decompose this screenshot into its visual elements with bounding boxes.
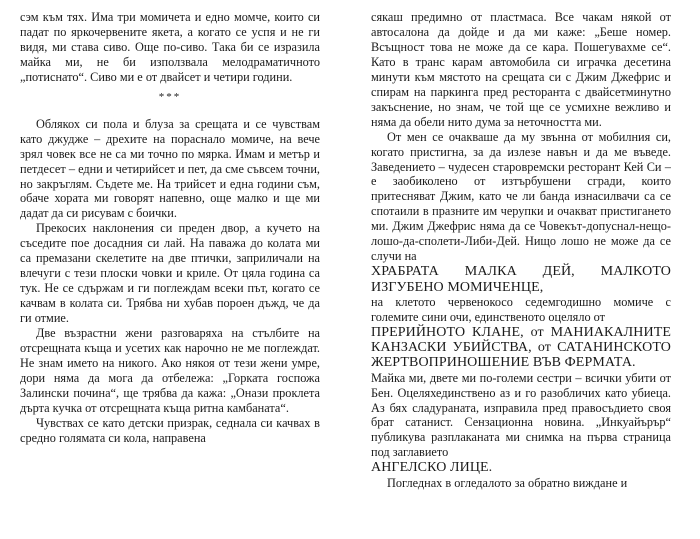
paragraph: Две възрастни жени разговаряха на стълбите на отсрещната къща и усетих как нарочно не ме поглеждат. Не знам името на никого. Ако някоя от тези жени умре, дори няма да мога да отбележа: „Горката госпожа Залински почина“, ще трябва да кажа: „Онази проклета дърта кучка от отсрещната къща ритна камбаната“. [20, 326, 320, 415]
section-separator: *** [158, 90, 182, 103]
paragraph: От мен се очакваше да му звънна от мобилния си, когато пристигна, за да излезе навън и да ме въведе. Заведението – чудесен старовремски ресторант Кей Си – е заобиколено от изтърбушени сгради, които притесняват Джим, като че ли банда изнасилвачи са се спотаили в празните им черупки и очакват пристигането ми. Джим Джефрис няма да се Човекът-допуснал-нещо-лошо-да-сполети-Либи-Дей. Нищо лошо не може да се случи на [371, 129, 671, 264]
paragraph: Чувствах се като детски призрак, седнала си качвах в средно голямата си кола, направена [20, 415, 320, 445]
paragraph: сякаш предимно от пластмаса. Все чакам някой от автосалона да дойде и да ми каже: „Беше номер. Всъщност това не може да се кара. Пошегувахме се“. Като в транс карам автомобила си играчка десетина минути към мястото на срещата си с Джим Джефрис и спирам на паркинга пред ресторанта с двайсетминутно закъснение, но знам, че той ще се усмихне вежливо и няма да обели нито дума за неточността ми. [371, 10, 671, 129]
paragraph: Майка ми, двете ми по-големи сестри – всички убити от Бен. Оцеляхединствено аз и го разобличих като убиеца. Аз бях сладураната, изправила пред правосъдието своя брат сатанист. Сензационна новина. „Инкуайърър“ публикува разплаканата ми снимка на първа страница под заглавието [371, 370, 671, 460]
paragraph: сэм към тях. Има три момичета и едно момче, които си падат по яркочервените якета, а когато се успя и не ги видя, ми става сиво. Още по-сиво. Така би се изразила майка ми, не би използвала мелодраматичното „потиснато“. Сиво ми е от двайсет и четири години. [20, 10, 320, 84]
headline-caps: АНГЕЛСКО ЛИЦЕ. [371, 460, 493, 476]
paragraph: Погледнах в огледалото за обратно виждане и [387, 475, 628, 490]
paragraph: на клетото червенокосо седемгодишно момиче с големите сини очи, единственото оцеляло от [371, 294, 671, 324]
paragraph: Прекосих наклонения си преден двор, а кучето на съседите пое досадния си лай. На паважа до колата ми са премазани скелетите на две птички, заприличали на влечуги с тези плоски човки и криле. От цяла година са тук. Не се сдържам и ги поглеждам всеки път, когато се качвам в колата си. Трябва ни хубав пороен дъжд, че да ги отмие. [20, 221, 320, 326]
paragraph: Облякох си пола и блуза за срещата и се чувствам като джудже – дрехите на порасналo момиче, на вече зрял човек все не са ми точно по мярка. Имам и метър и петдесет – едни и четирийсет и пет, да сме съвсем точни, но закръглям. Съдете ме. На трийсет и една години съм, обаче хората ми говорят напевно, още малко и ще ми дадат да си рисувам с боички. [20, 116, 320, 221]
right-page [371, 10, 671, 535]
headline-caps: ХРАБРАТА МАЛКА ДЕЙ, МАЛКОТО ИЗГУБЕНО МОМИЧЕНЦЕ, [371, 264, 671, 295]
headline-caps: ПРЕРИЙНОТО КЛАНЕ, от МАНИАКАЛНИТЕ КАНЗАСКИ УБИЙСТВА, от САТАНИНСКОТО ЖЕРТВОПРИНОШЕНИЕ ВЪВ ФЕРМАТА. [371, 324, 671, 371]
left-page [20, 10, 320, 535]
